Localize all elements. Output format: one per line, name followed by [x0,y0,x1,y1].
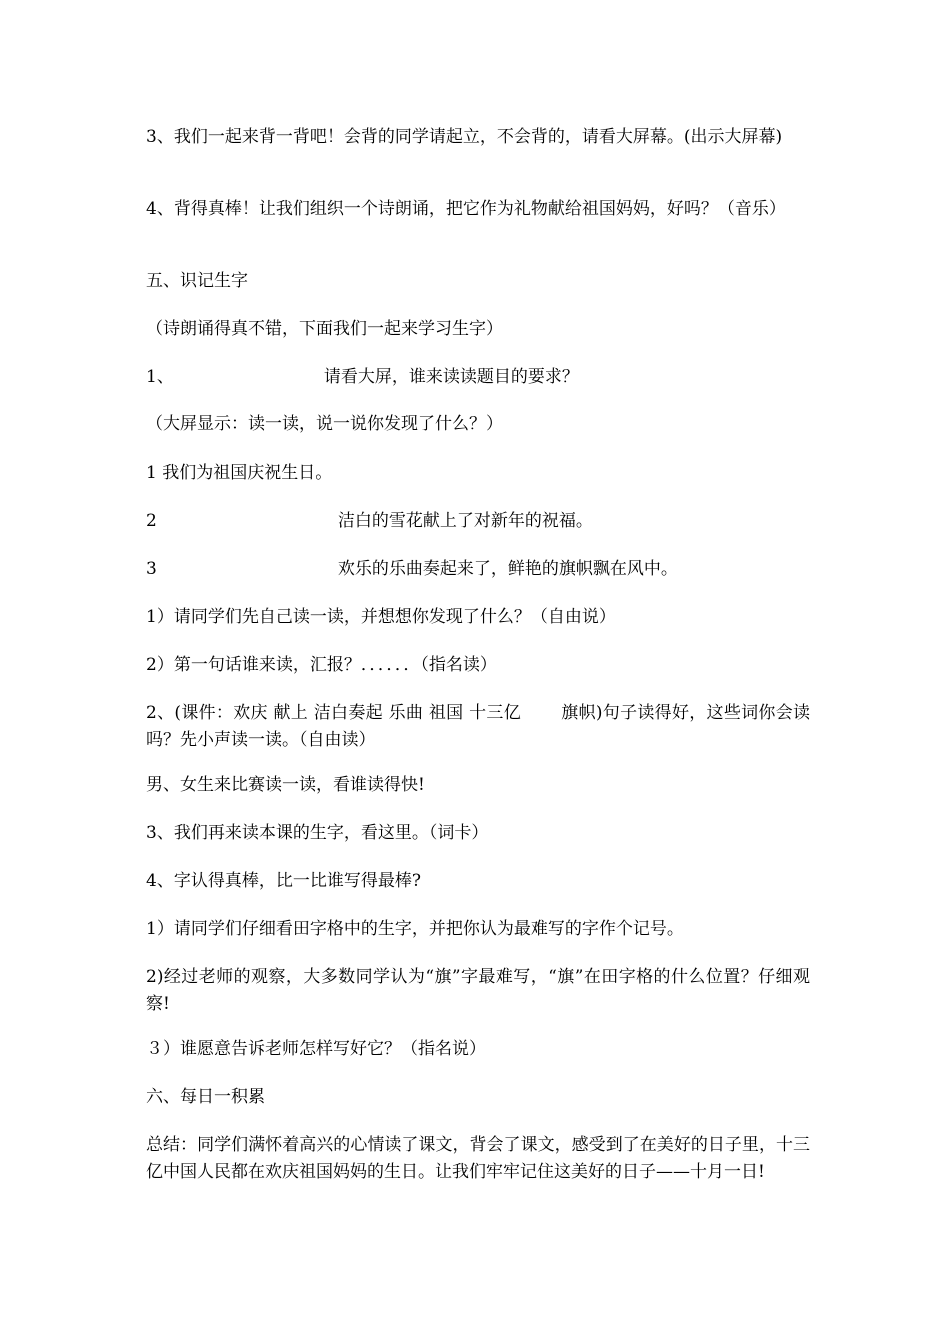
sentence-text: 洁白的雪花献上了对新年的祝福。 [337,511,593,531]
paragraph-recite: 3、我们一起来背一背吧！会背的同学请起立，不会背的，请看大屏幕。(出示大屏幕) [146,127,783,147]
words-instruction: 旗帜)句子读得好，这些词你会读吗？先小声读一读。（自由读） [146,703,810,750]
sentence-text: 欢乐的乐曲奏起来了，鲜艳的旗帜飘在风中。 [337,559,678,579]
sentence-2 [146,508,810,535]
paragraph-mark-hardest: 1）请同学们仔细看田字格中的生字，并把你认为最难写的字作个记号。 [146,919,684,939]
step-text: 请看大屏，谁来读读题目的要求？ [323,367,579,387]
paragraph-step-1 [146,364,810,391]
words-list: 2、(课件：欢庆 献上 洁白奏起 乐曲 祖国 十三亿 [146,703,522,723]
section-heading-daily-accumulation: 六、每日一积累 [146,1087,265,1107]
sentence-number: 2 [146,511,157,531]
paragraph-how-to-write: ３）谁愿意告诉老师怎样写好它？（指名说） [146,1039,486,1059]
section-heading-learn-characters: 五、识记生字 [146,271,248,291]
paragraph-summary: 总结：同学们满怀着高兴的心情读了课文，背会了课文，感受到了在美好的日子里，十三亿中国人民都在欢庆祖国妈妈的生日。让我们牢牢记住这美好的日子——十月一日! [146,1135,810,1182]
paragraph-first-sentence: 2）第一句话谁来读，汇报？．．．．．．（指名读） [146,655,497,675]
paragraph-intro-characters: （诗朗诵得真不错，下面我们一起来学习生字） [146,319,503,339]
sentence-3 [146,556,810,583]
paragraph-self-read: 1）请同学们先自己读一读，并想想你发现了什么？（自由说） [146,607,616,627]
sentence-1: 1 我们为祖国庆祝生日。 [146,463,333,483]
step-number: 1、 [146,367,174,387]
paragraph-who-writes-best: 4、字认得真棒，比一比谁写得最棒? [146,871,421,891]
paragraph-word-cards: 3、我们再来读本课的生字，看这里。（词卡） [146,823,489,843]
paragraph-qi-character: 2)经过老师的观察，大多数同学认为“旗”字最难写，“旗”在田字格的什么位置？仔细观察! [146,967,810,1014]
paragraph-screen-display: （大屏显示：读一读，说一说你发现了什么？） [146,414,503,434]
sentence-number: 3 [146,559,157,579]
paragraph-boys-girls-race: 男、女生来比赛读一读，看谁读得快! [146,775,425,795]
paragraph-poem-recital: 4、背得真棒！让我们组织一个诗朗诵，把它作为礼物献给祖国妈妈，好吗？（音乐） [146,199,786,219]
paragraph-courseware-words [146,700,810,754]
